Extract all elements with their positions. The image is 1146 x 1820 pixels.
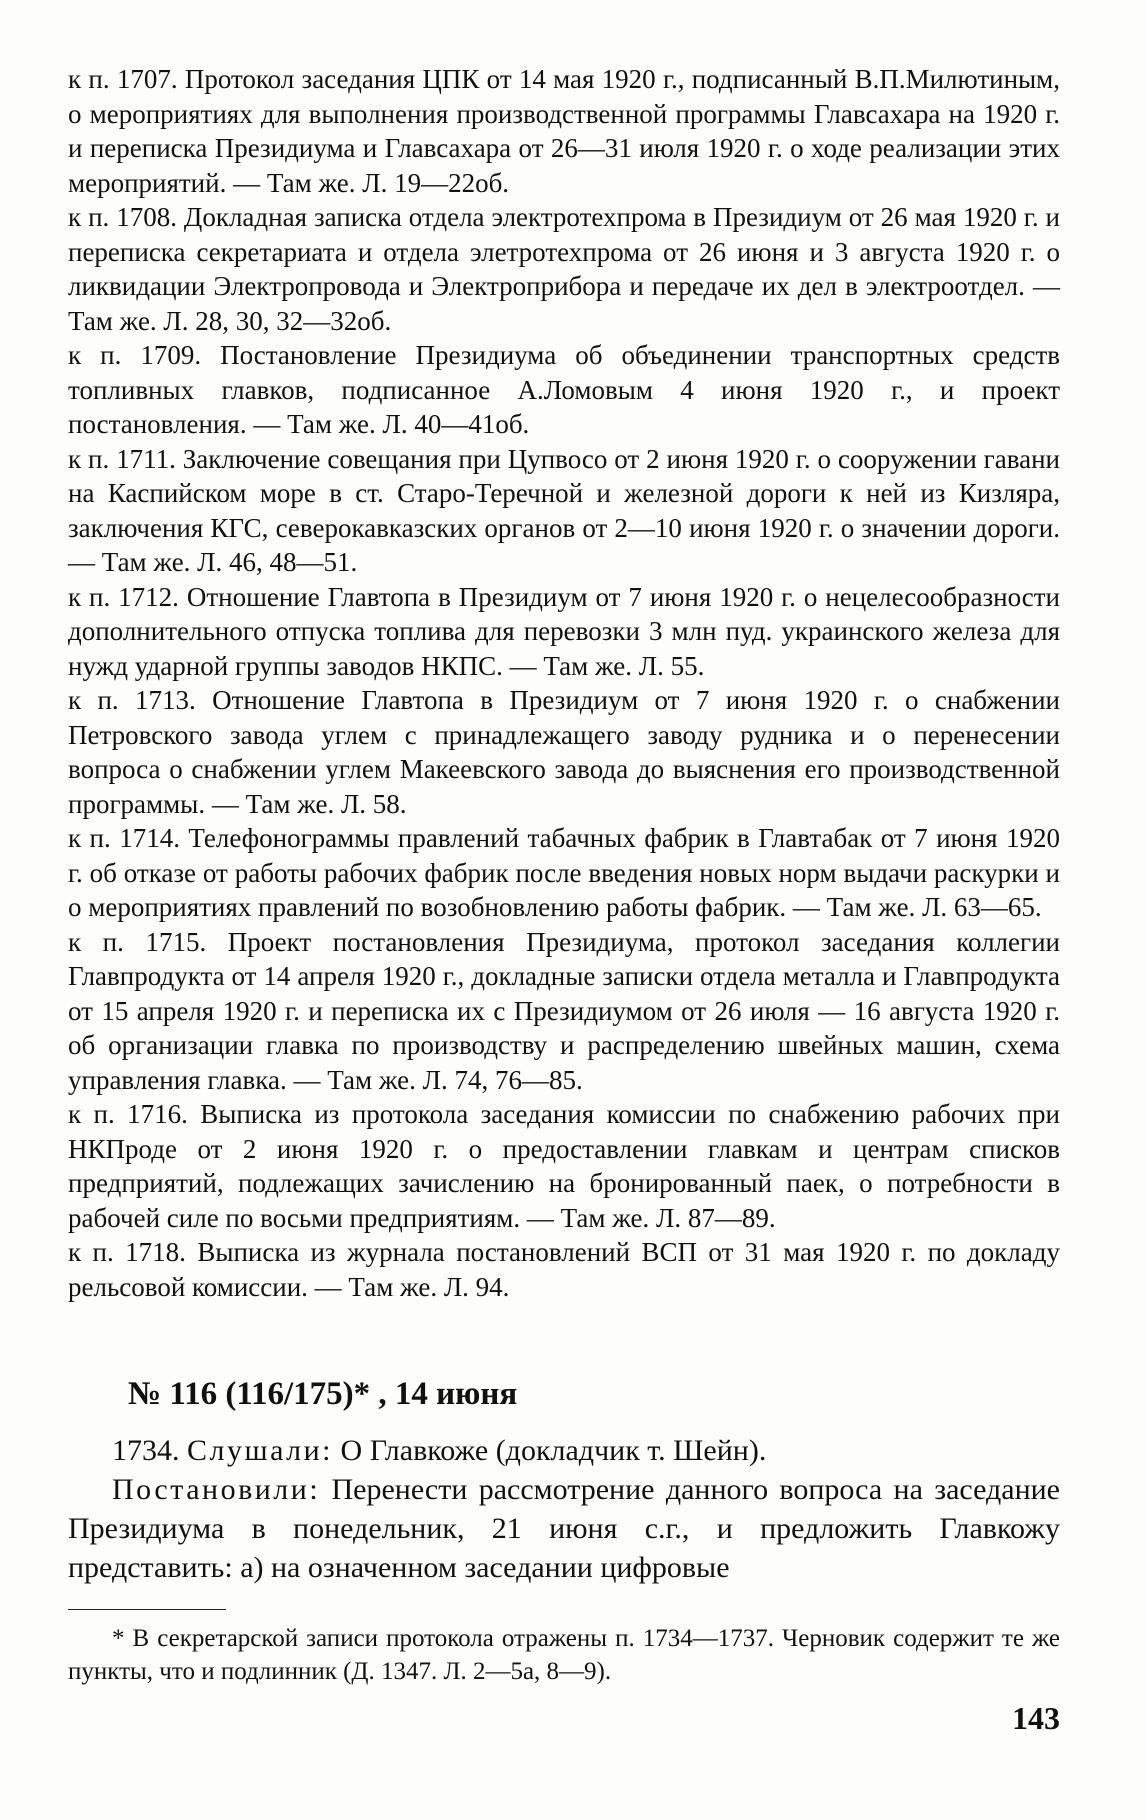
archive-note: к п. 1708. Докладная записка отдела электротехпрома в Президиум от 26 мая 1920 г. и переписка секретариата и отдела элетротехпрома от 26 июня и 3 августа 1920 г. о ликвидации Электропровода и Электроприбора и передаче их дел в электроотдел. — Там же. Л. 28, 30, 32—32об.: [68, 202, 1060, 336]
archive-note: к п. 1718. Выписка из журнала постановлений ВСП от 31 мая 1920 г. по докладу рельсовой комиссии. — Там же. Л. 94.: [68, 1237, 1060, 1302]
archive-note: к п. 1714. Телефонограммы правлений табачных фабрик в Главтабак от 7 июня 1920 г. об отказе от работы рабочих фабрик после введения новых норм выдачи раскурки и о мероприятиях правлений по возобновлению работы фабрик. — Там же. Л. 63—65.: [68, 823, 1060, 922]
decided-paragraph: [68, 1470, 1060, 1587]
agenda-item: [68, 1431, 1060, 1587]
archive-note: к п. 1712. Отношение Главтопа в Президиум от 7 июня 1920 г. о нецелесообразности дополнительного отпуска топлива для перевозки 3 млн пуд. украинского железа для нужд ударной группы заводов НКПС. — Там же. Л. 55.: [68, 581, 1060, 681]
heard-label: Слушали:: [187, 1434, 334, 1467]
archive-note: к п. 1707. Протокол заседания ЦПК от 14 мая 1920 г., подписанный В.П.Милютиным, о мероприятиях для выполнения производственной программы Главсахара на 1920 г. и переписка Президиума и Главсахара от 26—31 июля 1920 г. о ходе реализации этих мероприятий. — Там же. Л. 19—22об.: [68, 64, 1060, 198]
agenda-item-number: 1734.: [112, 1434, 180, 1467]
archive-note: к п. 1713. Отношение Главтопа в Президиум от 7 июня 1920 г. о снабжении Петровского завода углем с принадлежащего заводу рудника и о перенесении вопроса о снабжении углем Макеевского завода до выяснения его производственной программы. — Там же. Л. 58.: [68, 685, 1060, 819]
archive-note: к п. 1715. Проект постановления Президиума, протокол заседания коллегии Главпродукта от 14 апреля 1920 г., докладные записки отдела металла и Главпродукта от 15 апреля 1920 г. и переписка их с Президиумом от 26 июля — 16 августа 1920 г. об организации главка по производству и распределению швейных машин, схема управления главка. — Там же. Л. 74, 76—85.: [68, 926, 1060, 1095]
archive-notes: [68, 62, 1060, 1304]
heard-text: О Главкоже (докладчик т. Шейн).: [340, 1434, 767, 1467]
archive-note: к п. 1716. Выписка из протокола заседания комиссии по снабжению рабочих при НКПроде от 2 июня 1920 г. о предоставлении главкам и центрам списков предприятий, подлежащих зачислению на бронированный паек, о потребности в рабочей силе по восьми предприятиям. — Там же. Л. 87—89.: [68, 1099, 1060, 1233]
archive-note: к п. 1709. Постановление Президиума об объединении транспортных средств топливных главков, подписанное А.Ломовым 4 июня 1920 г., и проект постановления. — Там же. Л. 40—41об.: [68, 340, 1060, 439]
footnote-divider: [68, 1609, 226, 1610]
section-heading: № 116 (116/175)* , 14 июня: [128, 1376, 518, 1412]
footnote: * В секретарской записи протокола отражены п. 1734—1737. Черновик содержит те же пункты, что и подлинник (Д. 1347. Л. 2—5а, 8—9).: [68, 1625, 1060, 1685]
decided-label: Постановили:: [112, 1473, 321, 1506]
heard-paragraph: [68, 1431, 1060, 1470]
page-number: 143: [1012, 1700, 1060, 1736]
decided-text: Перенести рассмотрение данного вопроса на заседание Президиума в понедельник, 21 июня с.г., и предложить Главкожу представить: а) на означенном заседании цифровые: [68, 1473, 1060, 1584]
archive-note: к п. 1711. Заключение совещания при Цупвосо от 2 июня 1920 г. о сооружении гавани на Каспийском море в ст. Старо-Теречной и железной дороги к ней из Кизляра, заключения КГС, северокавказских органов от 2—10 июня 1920 г. о значении дороги. — Там же. Л. 46, 48—51.: [68, 443, 1060, 577]
